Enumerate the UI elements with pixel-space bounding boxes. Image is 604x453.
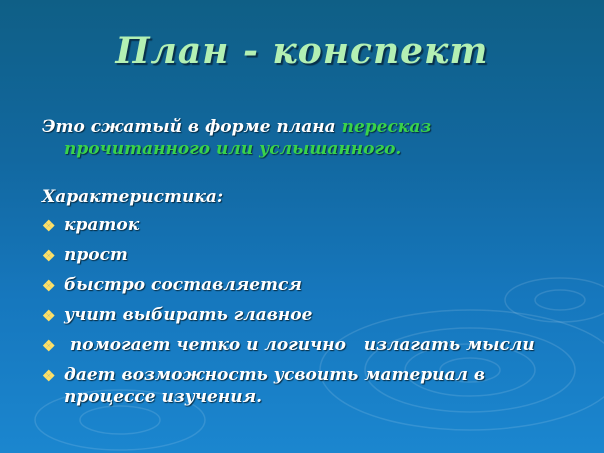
list-item-text: краток bbox=[64, 215, 140, 235]
definition-text bbox=[42, 116, 572, 160]
diamond-bullet-icon: ❖ bbox=[42, 277, 56, 295]
slide-title: План - конспект bbox=[115, 30, 489, 72]
diamond-bullet-icon: ❖ bbox=[42, 307, 56, 325]
definition-highlight: пересказ bbox=[341, 117, 432, 137]
list-item bbox=[42, 274, 587, 300]
diamond-bullet-icon: ❖ bbox=[42, 337, 56, 355]
list-item-text: помогает четко и логично излагать мысли bbox=[64, 335, 535, 355]
list-item bbox=[42, 334, 587, 360]
definition-lead: Это сжатый в форме плана bbox=[42, 117, 342, 137]
definition-highlight-continued: прочитанного или услышанного. bbox=[64, 139, 402, 159]
characteristics-heading: Характеристика: bbox=[42, 187, 224, 207]
list-item-text: быстро составляется bbox=[64, 275, 302, 295]
list-item bbox=[42, 304, 587, 330]
characteristics-list bbox=[42, 214, 587, 412]
list-item-text: прост bbox=[64, 245, 128, 265]
diamond-bullet-icon: ❖ bbox=[42, 217, 56, 235]
list-item-text: учит выбирать главное bbox=[64, 305, 313, 325]
list-item bbox=[42, 364, 544, 408]
diamond-bullet-icon: ❖ bbox=[42, 367, 56, 385]
diamond-bullet-icon: ❖ bbox=[42, 247, 56, 265]
list-item bbox=[42, 244, 587, 270]
list-item-text: дает возможность усвоить материал в процессе изучения. bbox=[64, 365, 486, 407]
list-item bbox=[42, 214, 587, 240]
